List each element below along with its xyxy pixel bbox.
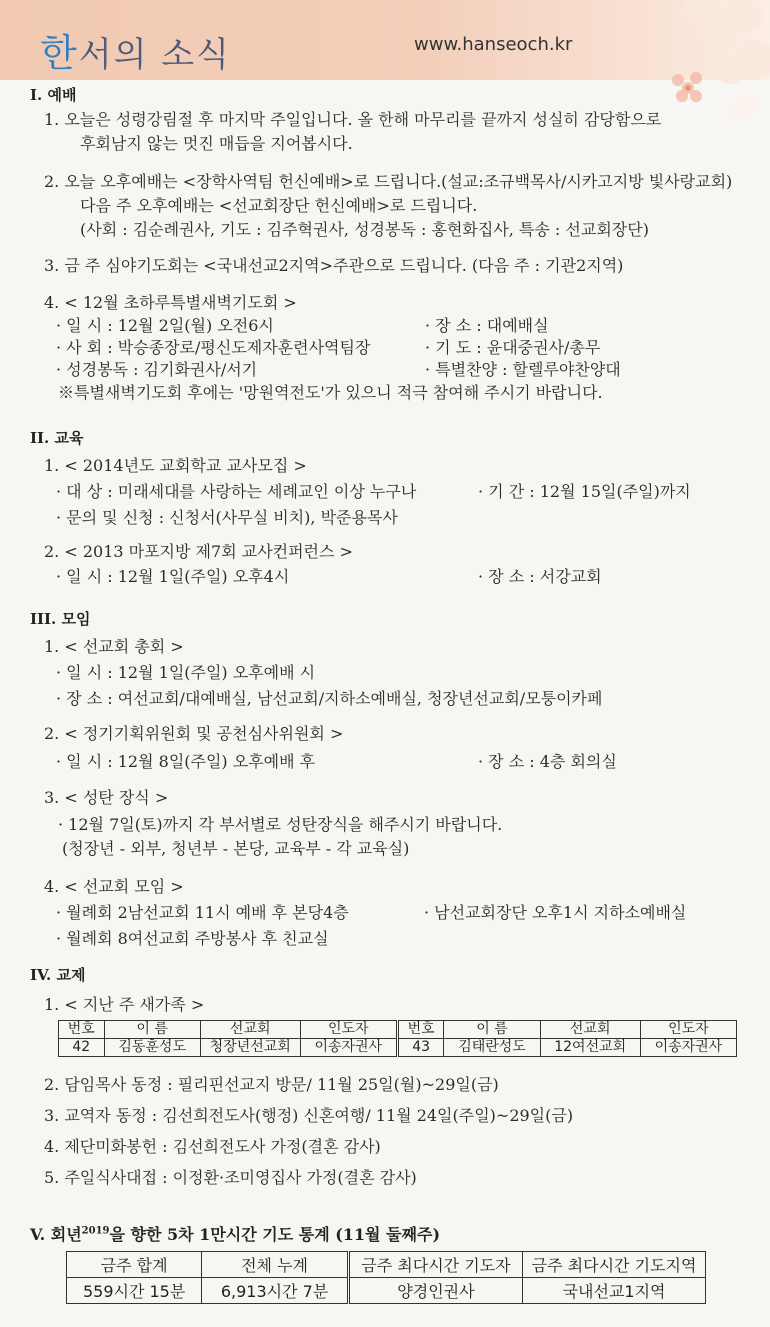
conference-place: · 장 소 : 서강교회 — [478, 567, 602, 586]
committee-time: · 일 시 : 12월 8일(주일) 오후예배 후 — [56, 752, 316, 771]
prayer-stats-header-cell: 금주 합계 — [67, 1252, 202, 1278]
committee-place: · 장 소 : 4층 회의실 — [478, 752, 617, 771]
section-heading-fellowship: IV. 교제 — [30, 966, 86, 984]
meetings-item-3: 3. < 성탄 장식 > — [44, 788, 169, 807]
prayer-stats-cell: 6,913시간 7분 — [202, 1278, 349, 1304]
title-first-char: 한 — [40, 31, 79, 75]
newcomers-cell: 43 — [397, 1039, 444, 1057]
newcomers-header-row — [59, 1021, 737, 1039]
worship-item-3: 3. 금 주 심야기도회는 <국내선교2지역>주관으로 드립니다. (다음 주 : 기관2지역) — [44, 256, 624, 275]
newcomers-cell: 이송자권사 — [640, 1039, 736, 1057]
prayer-stats-header-row — [67, 1252, 706, 1278]
newsletter-header — [0, 0, 770, 80]
christmas-deco-assign: (청장년 - 외부, 청년부 - 본당, 교육부 - 각 교육실) — [62, 839, 410, 858]
prayer-stats-header-cell: 금주 최다시간 기도자 — [348, 1252, 522, 1278]
newcomers-cell: 12여선교회 — [540, 1039, 640, 1057]
dawn-prayer-place: · 장 소 : 대예배실 — [425, 316, 549, 335]
fellowship-item-4: 4. 제단미화봉헌 : 김선희전도사 가정(결혼 감사) — [44, 1137, 381, 1156]
prayer-stats-cell: 559시간 15분 — [67, 1278, 202, 1304]
title-rest: 서의 소식 — [78, 35, 231, 75]
newcomers-cell: 이송자권사 — [300, 1039, 397, 1057]
newcomers-cell: 42 — [59, 1039, 105, 1057]
newcomers-header-cell: 번호 — [397, 1021, 444, 1039]
mission-meeting-1: · 월례회 2남선교회 11시 예배 후 본당4층 — [56, 903, 349, 922]
prayer-heading-pre: V. 회년 — [30, 1225, 82, 1244]
meetings-item-4: 4. < 선교회 모임 > — [44, 877, 184, 896]
christmas-deco-note: · 12월 7일(토)까지 각 부서별로 성탄장식을 해주시기 바랍니다. — [58, 815, 503, 834]
worship-item-2-roles: (사회 : 김순례권사, 기도 : 김주혁권사, 성경봉독 : 홍현화집사, 특송 : 선교회장단) — [80, 220, 649, 239]
newsletter-title — [40, 22, 231, 77]
prayer-heading-post: 을 향한 5차 1만시간 기도 통계 (11월 둘째주) — [109, 1225, 441, 1244]
dawn-prayer-choir: · 특별찬양 : 할렐루야찬양대 — [425, 360, 621, 379]
worship-item-1: 1. 오늘은 성령강림절 후 마지막 주일입니다. 올 한해 마무리를 끝까지 성실히 감당함으로 — [44, 110, 662, 129]
education-item-1: 1. < 2014년도 교회학교 교사모집 > — [44, 456, 307, 475]
newcomers-cell: 청장년선교회 — [200, 1039, 300, 1057]
section-heading-prayer-stats — [30, 1222, 440, 1245]
meetings-item-1: 1. < 선교회 총회 > — [44, 637, 184, 656]
section-heading-meetings: III. 모임 — [30, 610, 91, 628]
newcomers-row — [59, 1039, 737, 1057]
teacher-recruit-contact: · 문의 및 신청 : 신청서(사무실 비치), 박준용목사 — [56, 508, 398, 527]
newcomers-table — [58, 1020, 737, 1057]
mission-meeting-2: · 남선교회장단 오후1시 지하소예배실 — [424, 903, 687, 922]
worship-item-2: 2. 오늘 오후예배는 <장학사역팀 헌신예배>로 드립니다.(설교:조규백목사/시카고지방 빛사랑교회) — [44, 172, 733, 191]
newcomers-header-cell: 선교회 — [200, 1021, 300, 1039]
worship-item-2-cont: 다음 주 오후예배는 <선교회장단 헌신예배>로 드립니다. — [80, 196, 478, 215]
prayer-heading-year: 2019 — [81, 1225, 110, 1237]
website-url[interactable]: www.hanseoch.kr — [414, 34, 573, 55]
newcomers-header-cell: 번호 — [59, 1021, 105, 1039]
conference-time: · 일 시 : 12월 1일(주일) 오후4시 — [56, 567, 290, 586]
newcomers-header-cell: 인도자 — [300, 1021, 397, 1039]
teacher-recruit-target: · 대 상 : 미래세대를 사랑하는 세례교인 이상 누구나 — [56, 482, 417, 501]
worship-item-4: 4. < 12월 초하루특별새벽기도회 > — [44, 293, 297, 312]
education-item-2: 2. < 2013 마포지방 제7회 교사컨퍼런스 > — [44, 542, 353, 561]
fellowship-item-3: 3. 교역자 동정 : 김선희전도사(행정) 신혼여행/ 11월 24일(주일)~29일(금) — [44, 1106, 574, 1125]
newcomers-header-cell: 이 름 — [104, 1021, 200, 1039]
newcomers-header-cell: 선교회 — [540, 1021, 640, 1039]
section-heading-worship: I. 예배 — [30, 86, 77, 104]
fellowship-item-2: 2. 담임목사 동정 : 필리핀선교지 방문/ 11월 25일(월)~29일(금) — [44, 1075, 499, 1094]
meetings-item-2: 2. < 정기기획위원회 및 공천심사위원회 > — [44, 724, 344, 743]
dawn-prayer-note: ※특별새벽기도회 후에는 '망원역전도'가 있으니 적극 참여해 주시기 바랍니다. — [58, 383, 603, 402]
teacher-recruit-period: · 기 간 : 12월 15일(주일)까지 — [478, 482, 691, 501]
prayer-stats-cell: 양경인권사 — [348, 1278, 522, 1304]
worship-item-1-cont: 후회남지 않는 멋진 매듭을 지어봅시다. — [80, 134, 353, 153]
section-heading-education: II. 교육 — [30, 429, 84, 447]
prayer-stats-header-cell: 금주 최다시간 기도지역 — [523, 1252, 706, 1278]
dawn-prayer-time: · 일 시 : 12월 2일(월) 오전6시 — [56, 316, 274, 335]
prayer-stats-cell: 국내선교1지역 — [523, 1278, 706, 1304]
newcomers-cell: 김태란성도 — [444, 1039, 540, 1057]
assembly-place: · 장 소 : 여선교회/대예배실, 남선교회/지하소예배실, 청장년선교회/모퉁이카페 — [56, 689, 603, 708]
prayer-stats-table — [66, 1251, 706, 1304]
newcomers-header-cell: 이 름 — [444, 1021, 540, 1039]
dawn-prayer-reading: · 성경봉독 : 김기화권사/서기 — [56, 360, 258, 379]
fellowship-item-1: 1. < 지난 주 새가족 > — [44, 995, 205, 1014]
prayer-stats-row — [67, 1278, 706, 1304]
dawn-prayer-host: · 사 회 : 박승종장로/평신도제자훈련사역팀장 — [56, 338, 371, 357]
dawn-prayer-prayer: · 기 도 : 윤대중권사/총무 — [425, 338, 601, 357]
assembly-time: · 일 시 : 12월 1일(주일) 오후예배 시 — [56, 663, 316, 682]
fellowship-item-5: 5. 주일식사대접 : 이정환·조미영집사 가정(결혼 감사) — [44, 1168, 417, 1187]
newcomers-header-cell: 인도자 — [640, 1021, 736, 1039]
newcomers-cell: 김동훈성도 — [104, 1039, 200, 1057]
mission-meeting-3: · 월례회 8여선교회 주방봉사 후 친교실 — [56, 929, 329, 948]
prayer-stats-header-cell: 전체 누계 — [202, 1252, 349, 1278]
